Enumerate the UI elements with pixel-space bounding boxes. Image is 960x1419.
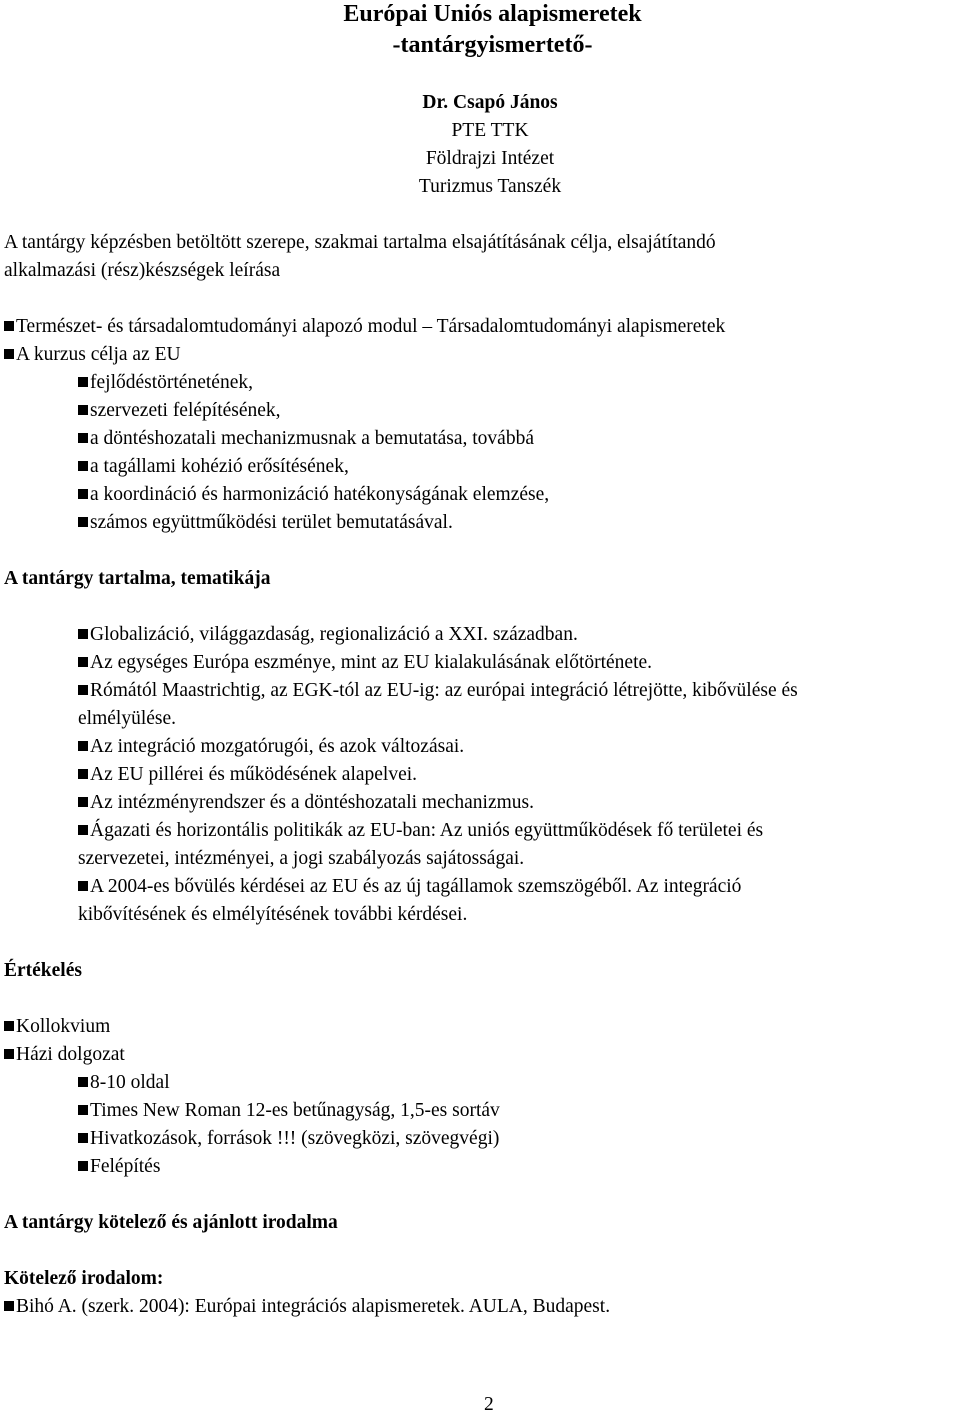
aim-subitem-text: számos együttműködési terület bemutatásával. [90, 512, 453, 533]
bullet-icon [78, 433, 88, 443]
intro-line-2: alkalmazási (rész)készségek leírása [4, 260, 281, 281]
evaluation-subitem [78, 1125, 499, 1153]
bullet-icon [78, 461, 88, 471]
bullet-icon [4, 349, 14, 359]
literature-item-text: Bihó A. (szerk. 2004): Európai integrációs alapismeretek. AULA, Budapest. [16, 1296, 611, 1317]
content-item-text: Az egységes Európa eszménye, mint az EU kialakulásának előtörténete. [90, 652, 653, 673]
evaluation-item-text: Kollokvium [16, 1016, 111, 1037]
content-item [78, 817, 763, 845]
evaluation-item [4, 1041, 125, 1069]
intro-line-1: A tantárgy képzésben betöltött szerepe, szakmai tartalma elsajátításának célja, elsajátítandó [4, 232, 716, 253]
bullet-icon [78, 1077, 88, 1087]
content-item-continuation: elmélyülése. [78, 708, 177, 729]
required-literature-heading: Kötelező irodalom: [4, 1268, 164, 1289]
bullet-icon [4, 321, 14, 331]
page-number: 2 [484, 1394, 494, 1415]
content-item [78, 649, 652, 677]
evaluation-subitem-text: Felépítés [90, 1156, 161, 1177]
content-item-continuation: kibővítésének és elmélyítésének további kérdései. [78, 904, 468, 925]
content-item-text: Az EU pillérei és működésének alapelvei. [90, 764, 418, 785]
aim-subitem [78, 369, 253, 397]
evaluation-subitem-text: Hivatkozások, források !!! (szövegközi, szövegvégi) [90, 1128, 500, 1149]
bullet-icon [78, 797, 88, 807]
bullet-icon [78, 741, 88, 751]
author-institute: Földrajzi Intézet [425, 148, 555, 169]
content-item [78, 621, 578, 649]
author-department: Turizmus Tanszék [418, 176, 562, 197]
bullet-icon [4, 1301, 14, 1311]
bullet-icon [78, 685, 88, 695]
evaluation-subitem [78, 1153, 160, 1181]
aim-subitem-text: szervezeti felépítésének, [90, 400, 281, 421]
content-item [78, 873, 741, 901]
author-name: Dr. Csapó János [422, 92, 558, 113]
content-item [78, 733, 464, 761]
evaluation-subitem [78, 1069, 170, 1097]
bullet-icon [78, 1105, 88, 1115]
document-title: Európai Uniós alapismeretek [343, 1, 642, 27]
bullet-icon [78, 825, 88, 835]
content-item-text: Az intézményrendszer és a döntéshozatali mechanizmus. [90, 792, 534, 813]
aim-subitem-text: a koordináció és harmonizáció hatékonyságának elemzése, [90, 484, 550, 505]
aim-subitem-text: a döntéshozatali mechanizmusnak a bemutatása, továbbá [90, 428, 534, 449]
aim-subitem-text: fejlődéstörténetének, [90, 372, 253, 393]
bullet-icon [78, 881, 88, 891]
aim-subitem [78, 509, 453, 537]
document-subtitle: -tantárgyismertető- [392, 32, 593, 58]
literature-heading: A tantárgy kötelező és ajánlott irodalma [4, 1212, 338, 1233]
aim-subitem [78, 453, 349, 481]
bullet-icon [78, 657, 88, 667]
content-heading: A tantárgy tartalma, tematikája [4, 568, 271, 589]
aim-subitem-text: a tagállami kohézió erősítésének, [90, 456, 349, 477]
module-text: Természet- és társadalomtudományi alapozó modul – Társadalomtudományi alapismeretek [16, 316, 726, 337]
aim-subitem [78, 397, 281, 425]
evaluation-subitem-text: 8-10 oldal [90, 1072, 170, 1093]
bullet-icon [4, 1021, 14, 1031]
aim-item [4, 341, 181, 369]
content-item [78, 761, 417, 789]
content-item [78, 789, 534, 817]
bullet-icon [78, 629, 88, 639]
content-item-continuation: szervezetei, intézményei, a jogi szabályozás sajátosságai. [78, 848, 525, 869]
bullet-icon [78, 377, 88, 387]
bullet-icon [78, 517, 88, 527]
evaluation-heading: Értékelés [4, 960, 82, 981]
aim-subitem [78, 481, 549, 509]
aim-text: A kurzus célja az EU [16, 344, 181, 365]
content-item-text: Globalizáció, világgazdaság, regionalizáció a XXI. században. [90, 624, 578, 645]
bullet-icon [78, 405, 88, 415]
content-item-text: Ágazati és horizontális politikák az EU-ban: Az uniós együttműködések fő területei és [90, 820, 764, 841]
bullet-icon [4, 1049, 14, 1059]
evaluation-item [4, 1013, 110, 1041]
bullet-icon [78, 1161, 88, 1171]
evaluation-item-text: Házi dolgozat [16, 1044, 125, 1065]
bullet-icon [78, 1133, 88, 1143]
bullet-icon [78, 489, 88, 499]
aim-subitem [78, 425, 534, 453]
content-item-text: Az integráció mozgatórugói, és azok változásai. [90, 736, 465, 757]
content-item-text: Rómától Maastrichtig, az EGK-tól az EU-ig: az európai integráció létrejötte, kibővülése és [90, 680, 798, 701]
evaluation-subitem [78, 1097, 500, 1125]
content-item-text: A 2004-es bővülés kérdései az EU és az új tagállamok szemszögéből. Az integráció [90, 876, 742, 897]
module-item [4, 313, 725, 341]
bullet-icon [78, 769, 88, 779]
evaluation-subitem-text: Times New Roman 12-es betűnagyság, 1,5-es sortáv [90, 1100, 500, 1121]
literature-item [4, 1293, 610, 1321]
content-item [78, 677, 798, 705]
author-institution: PTE TTK [451, 120, 529, 141]
